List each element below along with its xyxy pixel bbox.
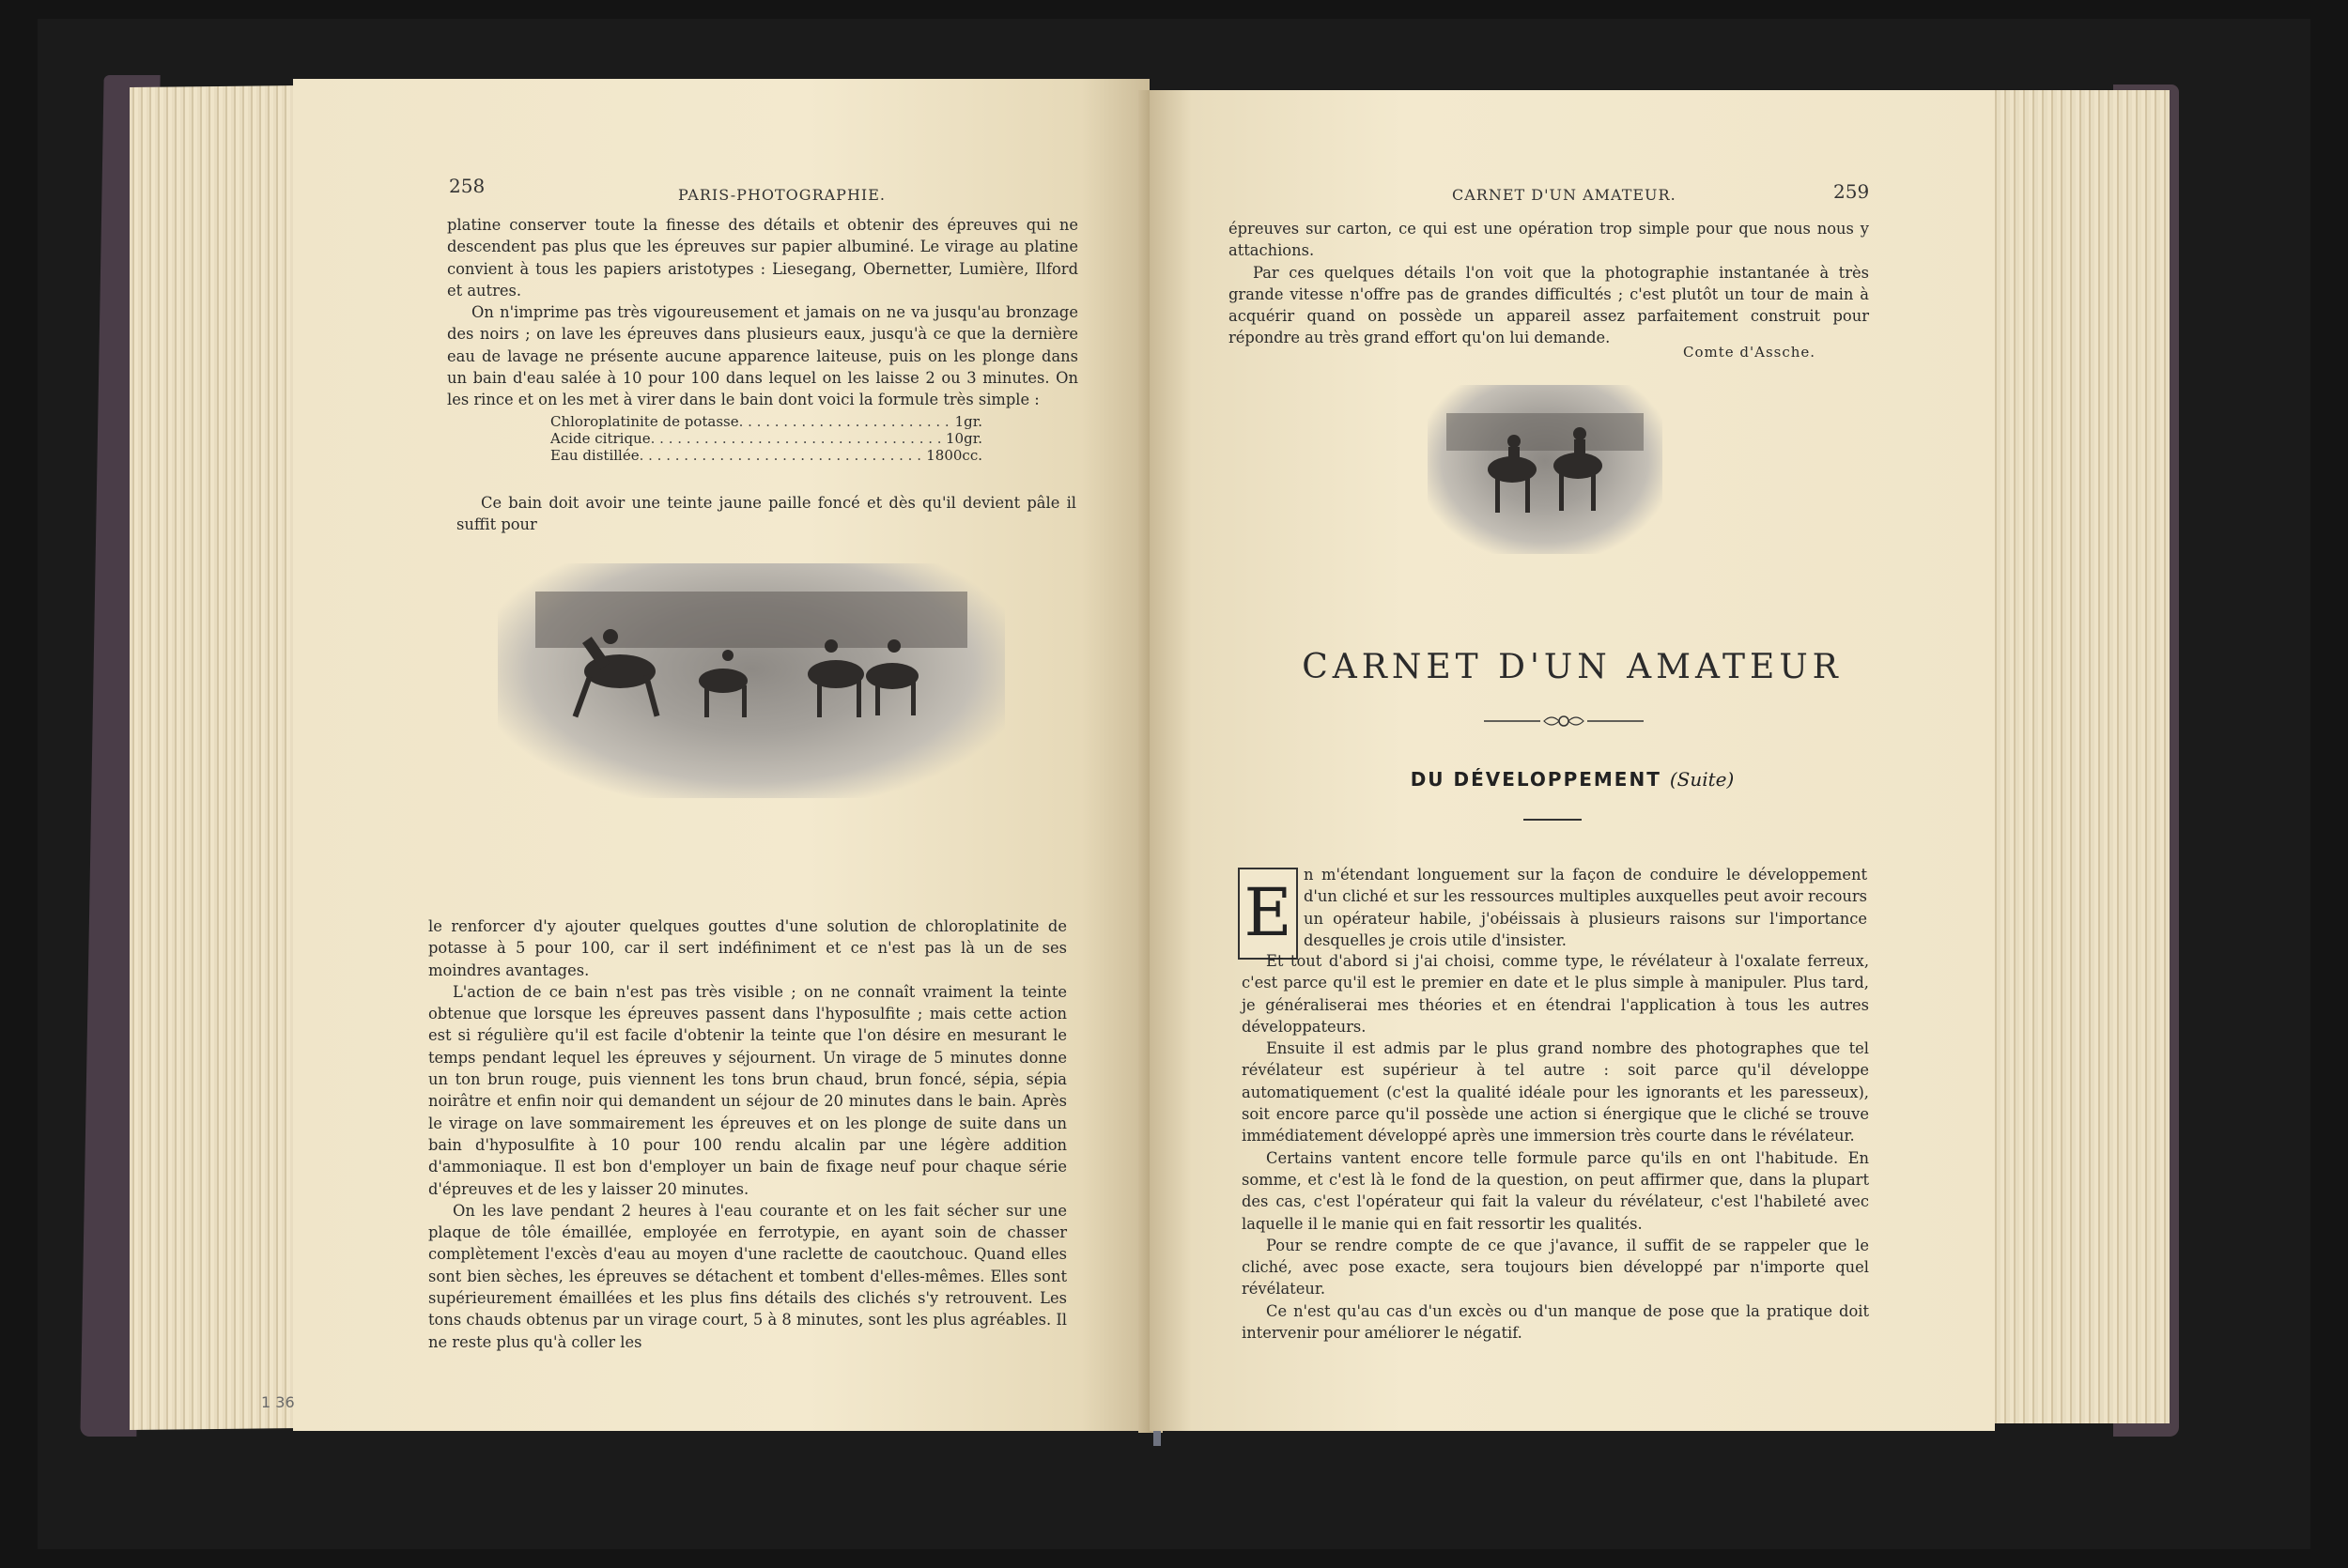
formula-row — [550, 447, 982, 464]
paragraph: On les lave pendant 2 heures à l'eau courante et on les fait sécher sur une plaque de tôle émaillée, employée en ferrotypie, en ayant soin de chasser complètement l'excès d'eau au moyen d'une raclette de caoutchouc. Quand elles sont bien sèches, les épreuves se détachent et tombent d'elles-mêmes. Elles sont supérieurement émaillées et les plus fins détails des clichés s'y retrouvent. Les tons chauds obtenus par un virage court, 5 à 8 minutes, sont les plus agréables. Il ne reste plus qu'à coller les — [428, 1201, 1067, 1351]
title-rule — [1523, 819, 1582, 821]
paragraph: platine conserver toute la finesse des détails et obtenir des épreuves qui ne descendent pas plus que les épreuves sur papier albuminé. Le virage au platine convient à tous les papiers aristotypes : Liesegang, Obernetter, Lumière, Ilford et autres. — [447, 216, 1078, 300]
paragraph: Ce n'est qu'au cas d'un excès ou d'un manque de pose que la pratique doit intervenir pour améliorer le négatif. — [1242, 1301, 1869, 1343]
subtitle-text: DU DÉVELOPPEMENT — [1410, 768, 1661, 791]
page-edges-right — [1982, 90, 2170, 1423]
paragraph: n m'étendant longuement sur la façon de conduire le développement d'un cliché et sur les ressources multiples auxquelles peut avoir recours un opérateur habile, j'obéissais à plusieurs raisons sur l'importance desquelles je crois utile d'insister. — [1304, 866, 1867, 949]
jockeys-illustration — [1428, 385, 1662, 554]
formula-quantity: 1gr. — [954, 413, 982, 430]
subtitle-suffix: (Suite) — [1669, 768, 1735, 791]
paragraph: On n'imprime pas très vigoureusement et jamais on ne va jusqu'au bronzage des noirs ; on lave les épreuves dans plusieurs eaux, jusqu'à ce que la dernière eau de lavage ne présente aucune apparence laiteuse, puis on les plonge dans un bain d'eau salée à 10 pour 100 dans lequel on les laisse 2 ou 3 minutes. On les rince et on les met à virer dans le bain dont voici la formule très simple : — [447, 303, 1078, 409]
paragraph: le renforcer d'y ajouter quelques gouttes d'une solution de chloroplatinite de potasse à 5 pour 100, car il sert indéfiniment et ce n'est pas là un de ses moindres avantages. — [428, 917, 1067, 979]
right-page-number: 259 — [1833, 180, 1870, 203]
paragraph: L'action de ce bain n'est pas très visible ; on ne connaît vraiment la teinte obtenue que lorsque les épreuves passent dans l'hyposulfite ; mais cette action est si régulière qu'il est facile d'obtenir la teinte que l'on désire en mesurant le temps pendant lequel les épreuves y séjournent. Un virage de 5 minutes donne un ton brun rouge, puis viennent les tons brun chaud, brun foncé, sépia, sépia noirâtre et enfin noir qui demandent un séjour de 20 minutes dans le bain. Après le virage on lave sommairement les épreuves et on les plonge de suite dans un bain d'hyposulfite à 10 pour 100 rendu alcalin par une légère addition d'ammoniaque. Il est bon d'employer un bain de fixage neuf pour chaque série d'épreuves et de les y laisser 20 minutes. — [428, 982, 1067, 1198]
signature: Comte d'Assche. — [1683, 344, 1816, 361]
first-paragraph — [1304, 864, 1867, 951]
formula-row — [550, 413, 982, 430]
formula-ingredient: Eau distillée — [550, 447, 640, 464]
left-running-head: PARIS-PHOTOGRAPHIE. — [678, 186, 886, 204]
horse-race-illustration — [498, 563, 1005, 798]
right-text-top — [1228, 218, 1869, 349]
paragraph: Ce bain doit avoir une teinte jaune paille foncé et dès qu'il devient pâle il suffit pour — [456, 494, 1076, 534]
paragraph: épreuves sur carton, ce qui est une opération trop simple pour que nous nous y attachions. — [1228, 220, 1869, 260]
left-page-number: 258 — [449, 175, 486, 197]
right-running-head: CARNET D'UN AMATEUR. — [1452, 186, 1676, 204]
formula-ingredient: Acide citrique — [550, 430, 651, 447]
left-text-top — [447, 214, 1078, 411]
formula-ingredient: Chloroplatinite de potasse — [550, 413, 739, 430]
ornament-divider — [1484, 712, 1644, 730]
paragraph: Pour se rendre compte de ce que j'avance, il suffit de se rappeler que le cliché, avec pose exacte, sera toujours bien développé par n'importe quel révélateur. — [1242, 1236, 1869, 1299]
horse-race-photo — [498, 563, 1005, 798]
drop-cap: E — [1238, 868, 1298, 960]
paragraph: Par ces quelques détails l'on voit que la photographie instantanée à très grande vitesse n'offre pas de grandes difficultés ; c'est plutôt un tour de main à acquérir quand on possède un appareil assez parfaitement construit pour répondre au très grand effort qu'on lui demande. — [1228, 263, 1869, 347]
left-text-bottom — [428, 915, 1067, 1353]
formula-quantity: 10gr. — [946, 430, 982, 447]
left-text-mid — [456, 492, 1076, 536]
right-text-body — [1242, 950, 1869, 1344]
paragraph: Certains vantent encore telle formule parce qu'ils en ont l'habitude. En somme, et c'est là le fond de la question, on peut affirmer que, dans la plupart des cas, c'est l'opérateur qui fait la valeur du révélateur, c'est l'habileté avec laquelle il le manie qui en fait ressortir les qualités. — [1242, 1148, 1869, 1233]
formula-quantity: 1800cc. — [926, 447, 982, 464]
formula-row — [550, 430, 982, 447]
pencil-note: 1 36 — [261, 1393, 295, 1411]
formula-table — [550, 413, 982, 464]
section-subtitle — [1150, 768, 1995, 791]
section-title: CARNET D'UN AMATEUR — [1302, 648, 1843, 686]
page-edges-left — [130, 85, 299, 1430]
paragraph: Et tout d'abord si j'ai choisi, comme type, le révélateur à l'oxalate ferreux, c'est parce qu'il est le premier en date et le plus simple à manipuler. Plus tard, je généraliserai mes théories et en étendrai l'application à tous les autres développateurs. — [1242, 952, 1869, 1036]
jockeys-photo — [1428, 385, 1662, 554]
paragraph: Ensuite il est admis par le plus grand nombre des photographes que tel révélateur est supérieur à tel autre : soit parce qu'il développe automatiquement (c'est la qualité idéale pour les ignorants et les paresseux), soit encore parce qu'il possède une action si énergique que le cliché se trouve immédiatement développé après une immersion très courte dans le révélateur. — [1242, 1039, 1869, 1145]
